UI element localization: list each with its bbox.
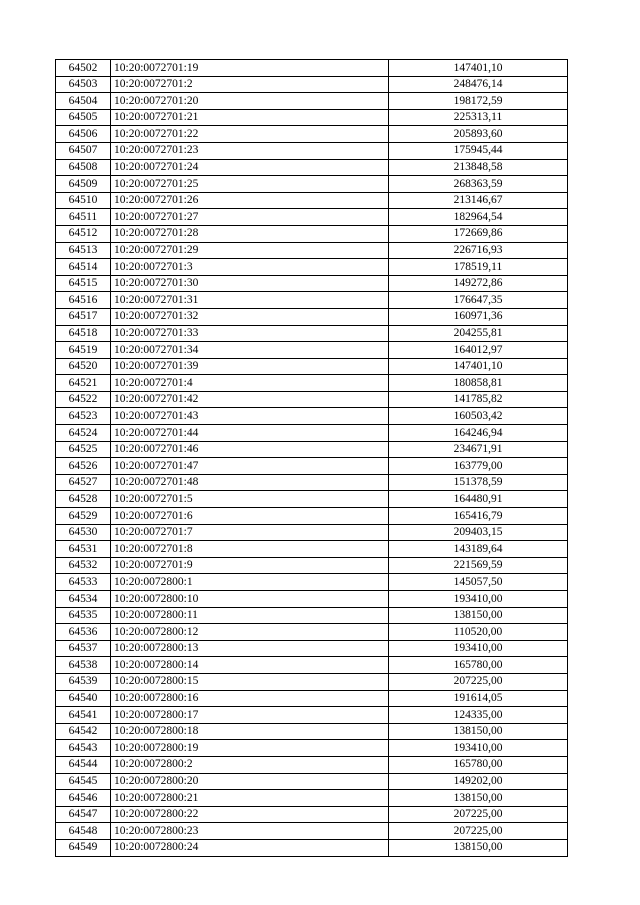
- cadastral-number-cell: 10:20:0072701:42: [111, 391, 389, 408]
- row-number-cell: 64518: [56, 325, 111, 342]
- row-number-cell: 64520: [56, 358, 111, 375]
- value-cell: 172669,86: [389, 225, 568, 242]
- row-number-cell: 64516: [56, 292, 111, 309]
- table-row: [56, 325, 568, 342]
- table-row: [56, 458, 568, 475]
- table-row: [56, 707, 568, 724]
- table-row: [56, 209, 568, 226]
- row-number-cell: 64542: [56, 723, 111, 740]
- cadastral-number-cell: 10:20:0072701:5: [111, 491, 389, 508]
- cadastral-number-cell: 10:20:0072800:12: [111, 624, 389, 641]
- cadastral-number-cell: 10:20:0072800:22: [111, 806, 389, 823]
- row-number-cell: 64517: [56, 308, 111, 325]
- table-row: [56, 225, 568, 242]
- value-cell: 191614,05: [389, 690, 568, 707]
- row-number-cell: 64529: [56, 508, 111, 525]
- row-number-cell: 64545: [56, 773, 111, 790]
- row-number-cell: 64505: [56, 109, 111, 126]
- table-row: [56, 557, 568, 574]
- row-number-cell: 64523: [56, 408, 111, 425]
- table-row: [56, 292, 568, 309]
- table-row: [56, 109, 568, 126]
- row-number-cell: 64525: [56, 441, 111, 458]
- row-number-cell: 64533: [56, 574, 111, 591]
- table-row: [56, 541, 568, 558]
- value-cell: 207225,00: [389, 823, 568, 840]
- cadastral-number-cell: 10:20:0072701:26: [111, 192, 389, 209]
- table-row: [56, 93, 568, 110]
- table-row: [56, 358, 568, 375]
- value-cell: 182964,54: [389, 209, 568, 226]
- value-cell: 164012,97: [389, 342, 568, 359]
- row-number-cell: 64509: [56, 176, 111, 193]
- value-cell: 225313,11: [389, 109, 568, 126]
- cadastral-number-cell: 10:20:0072701:6: [111, 508, 389, 525]
- table-row: [56, 524, 568, 541]
- table-row: [56, 441, 568, 458]
- row-number-cell: 64519: [56, 342, 111, 359]
- table-row: [56, 839, 568, 856]
- table-row: [56, 391, 568, 408]
- table-row: [56, 574, 568, 591]
- cadastral-number-cell: 10:20:0072800:24: [111, 839, 389, 856]
- value-cell: 175945,44: [389, 142, 568, 159]
- document-page: [55, 59, 567, 857]
- row-number-cell: 64547: [56, 806, 111, 823]
- value-cell: 193410,00: [389, 740, 568, 757]
- row-number-cell: 64536: [56, 624, 111, 641]
- table-row: [56, 308, 568, 325]
- table-row: [56, 408, 568, 425]
- cadastral-number-cell: 10:20:0072800:21: [111, 790, 389, 807]
- cadastral-number-cell: 10:20:0072800:10: [111, 591, 389, 608]
- table-row: [56, 790, 568, 807]
- cadastral-number-cell: 10:20:0072701:47: [111, 458, 389, 475]
- value-cell: 160503,42: [389, 408, 568, 425]
- cadastral-number-cell: 10:20:0072701:21: [111, 109, 389, 126]
- table-row: [56, 806, 568, 823]
- value-cell: 163779,00: [389, 458, 568, 475]
- row-number-cell: 64539: [56, 673, 111, 690]
- cadastral-number-cell: 10:20:0072701:7: [111, 524, 389, 541]
- table-row: [56, 756, 568, 773]
- cadastral-number-cell: 10:20:0072701:30: [111, 275, 389, 292]
- row-number-cell: 64546: [56, 790, 111, 807]
- value-cell: 234671,91: [389, 441, 568, 458]
- cadastral-number-cell: 10:20:0072701:48: [111, 474, 389, 491]
- cadastral-number-cell: 10:20:0072701:29: [111, 242, 389, 259]
- value-cell: 141785,82: [389, 391, 568, 408]
- table-row: [56, 474, 568, 491]
- cadastral-number-cell: 10:20:0072701:43: [111, 408, 389, 425]
- cadastral-number-cell: 10:20:0072701:44: [111, 425, 389, 442]
- row-number-cell: 64506: [56, 126, 111, 143]
- table-row: [56, 508, 568, 525]
- value-cell: 198172,59: [389, 93, 568, 110]
- row-number-cell: 64502: [56, 60, 111, 77]
- table-row: [56, 673, 568, 690]
- table-row: [56, 275, 568, 292]
- table-row: [56, 375, 568, 392]
- row-number-cell: 64527: [56, 474, 111, 491]
- cadastral-number-cell: 10:20:0072800:16: [111, 690, 389, 707]
- value-cell: 124335,00: [389, 707, 568, 724]
- table-row: [56, 192, 568, 209]
- value-cell: 110520,00: [389, 624, 568, 641]
- value-cell: 164480,91: [389, 491, 568, 508]
- row-number-cell: 64524: [56, 425, 111, 442]
- row-number-cell: 64510: [56, 192, 111, 209]
- cadastral-number-cell: 10:20:0072701:8: [111, 541, 389, 558]
- value-cell: 209403,15: [389, 524, 568, 541]
- table-row: [56, 657, 568, 674]
- table-row: [56, 491, 568, 508]
- cadastral-number-cell: 10:20:0072701:28: [111, 225, 389, 242]
- value-cell: 213848,58: [389, 159, 568, 176]
- value-cell: 160971,36: [389, 308, 568, 325]
- table-row: [56, 159, 568, 176]
- value-cell: 143189,64: [389, 541, 568, 558]
- table-row: [56, 342, 568, 359]
- row-number-cell: 64541: [56, 707, 111, 724]
- row-number-cell: 64537: [56, 640, 111, 657]
- row-number-cell: 64535: [56, 607, 111, 624]
- value-cell: 226716,93: [389, 242, 568, 259]
- cadastral-number-cell: 10:20:0072701:3: [111, 259, 389, 276]
- value-cell: 207225,00: [389, 806, 568, 823]
- value-cell: 180858,81: [389, 375, 568, 392]
- cadastral-number-cell: 10:20:0072701:31: [111, 292, 389, 309]
- row-number-cell: 64504: [56, 93, 111, 110]
- cadastral-value-table: [55, 59, 568, 857]
- cadastral-number-cell: 10:20:0072800:19: [111, 740, 389, 757]
- value-cell: 138150,00: [389, 839, 568, 856]
- cadastral-number-cell: 10:20:0072800:14: [111, 657, 389, 674]
- row-number-cell: 64531: [56, 541, 111, 558]
- value-cell: 147401,10: [389, 60, 568, 77]
- table-row: [56, 242, 568, 259]
- value-cell: 221569,59: [389, 557, 568, 574]
- table-row: [56, 690, 568, 707]
- value-cell: 149202,00: [389, 773, 568, 790]
- row-number-cell: 64514: [56, 259, 111, 276]
- row-number-cell: 64508: [56, 159, 111, 176]
- cadastral-number-cell: 10:20:0072800:15: [111, 673, 389, 690]
- value-cell: 176647,35: [389, 292, 568, 309]
- cadastral-number-cell: 10:20:0072701:19: [111, 60, 389, 77]
- cadastral-number-cell: 10:20:0072800:2: [111, 756, 389, 773]
- value-cell: 147401,10: [389, 358, 568, 375]
- value-cell: 204255,81: [389, 325, 568, 342]
- row-number-cell: 64526: [56, 458, 111, 475]
- value-cell: 145057,50: [389, 574, 568, 591]
- cadastral-number-cell: 10:20:0072800:13: [111, 640, 389, 657]
- row-number-cell: 64543: [56, 740, 111, 757]
- cadastral-number-cell: 10:20:0072701:33: [111, 325, 389, 342]
- row-number-cell: 64548: [56, 823, 111, 840]
- table-row: [56, 176, 568, 193]
- row-number-cell: 64507: [56, 142, 111, 159]
- cadastral-number-cell: 10:20:0072701:2: [111, 76, 389, 93]
- cadastral-number-cell: 10:20:0072701:39: [111, 358, 389, 375]
- table-row: [56, 823, 568, 840]
- table-row: [56, 723, 568, 740]
- row-number-cell: 64513: [56, 242, 111, 259]
- row-number-cell: 64521: [56, 375, 111, 392]
- table-row: [56, 607, 568, 624]
- row-number-cell: 64503: [56, 76, 111, 93]
- row-number-cell: 64544: [56, 756, 111, 773]
- table-row: [56, 142, 568, 159]
- cadastral-number-cell: 10:20:0072701:4: [111, 375, 389, 392]
- row-number-cell: 64538: [56, 657, 111, 674]
- table-row: [56, 60, 568, 77]
- cadastral-number-cell: 10:20:0072701:23: [111, 142, 389, 159]
- cadastral-number-cell: 10:20:0072701:34: [111, 342, 389, 359]
- row-number-cell: 64512: [56, 225, 111, 242]
- cadastral-number-cell: 10:20:0072701:32: [111, 308, 389, 325]
- cadastral-number-cell: 10:20:0072701:25: [111, 176, 389, 193]
- row-number-cell: 64515: [56, 275, 111, 292]
- table-row: [56, 773, 568, 790]
- cadastral-number-cell: 10:20:0072701:27: [111, 209, 389, 226]
- cadastral-number-cell: 10:20:0072701:46: [111, 441, 389, 458]
- value-cell: 138150,00: [389, 723, 568, 740]
- cadastral-number-cell: 10:20:0072800:20: [111, 773, 389, 790]
- cadastral-number-cell: 10:20:0072800:11: [111, 607, 389, 624]
- cadastral-number-cell: 10:20:0072701:22: [111, 126, 389, 143]
- table-row: [56, 76, 568, 93]
- table-row: [56, 624, 568, 641]
- value-cell: 138150,00: [389, 790, 568, 807]
- value-cell: 193410,00: [389, 640, 568, 657]
- value-cell: 165780,00: [389, 657, 568, 674]
- value-cell: 248476,14: [389, 76, 568, 93]
- row-number-cell: 64534: [56, 591, 111, 608]
- value-cell: 178519,11: [389, 259, 568, 276]
- cadastral-number-cell: 10:20:0072701:20: [111, 93, 389, 110]
- value-cell: 193410,00: [389, 591, 568, 608]
- value-cell: 164246,94: [389, 425, 568, 442]
- cadastral-number-cell: 10:20:0072800:23: [111, 823, 389, 840]
- cadastral-number-cell: 10:20:0072800:17: [111, 707, 389, 724]
- table-row: [56, 259, 568, 276]
- value-cell: 165780,00: [389, 756, 568, 773]
- row-number-cell: 64532: [56, 557, 111, 574]
- row-number-cell: 64549: [56, 839, 111, 856]
- value-cell: 213146,67: [389, 192, 568, 209]
- value-cell: 149272,86: [389, 275, 568, 292]
- table-row: [56, 591, 568, 608]
- value-cell: 205893,60: [389, 126, 568, 143]
- row-number-cell: 64530: [56, 524, 111, 541]
- table-row: [56, 126, 568, 143]
- cadastral-number-cell: 10:20:0072701:9: [111, 557, 389, 574]
- value-cell: 207225,00: [389, 673, 568, 690]
- cadastral-number-cell: 10:20:0072800:18: [111, 723, 389, 740]
- table-row: [56, 425, 568, 442]
- value-cell: 165416,79: [389, 508, 568, 525]
- table-row: [56, 740, 568, 757]
- row-number-cell: 64522: [56, 391, 111, 408]
- value-cell: 268363,59: [389, 176, 568, 193]
- table-row: [56, 640, 568, 657]
- row-number-cell: 64528: [56, 491, 111, 508]
- row-number-cell: 64511: [56, 209, 111, 226]
- cadastral-number-cell: 10:20:0072800:1: [111, 574, 389, 591]
- row-number-cell: 64540: [56, 690, 111, 707]
- table-body: [56, 60, 568, 857]
- value-cell: 151378,59: [389, 474, 568, 491]
- cadastral-number-cell: 10:20:0072701:24: [111, 159, 389, 176]
- value-cell: 138150,00: [389, 607, 568, 624]
